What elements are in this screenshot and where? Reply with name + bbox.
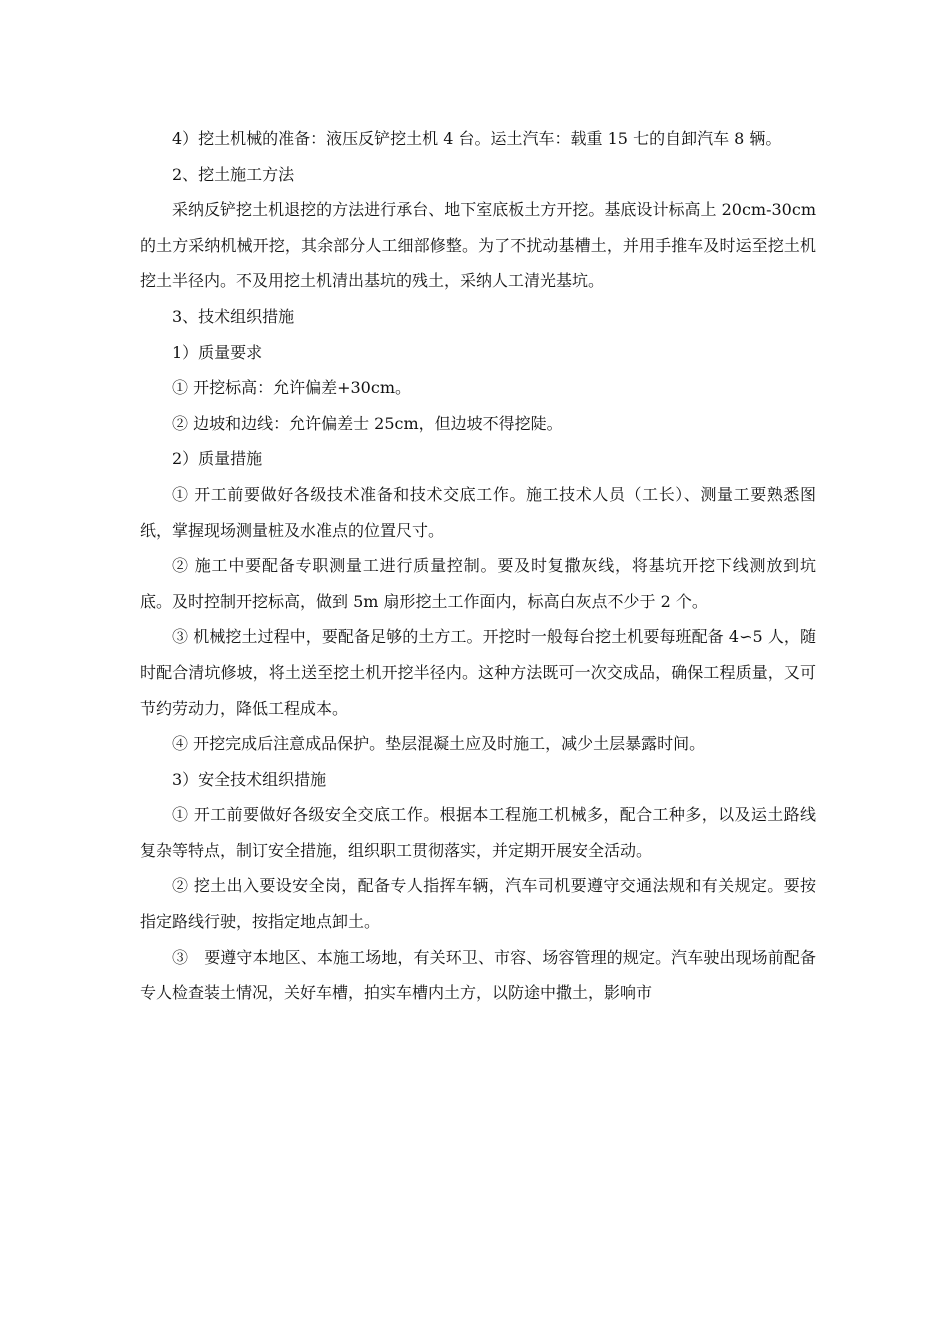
subheading-safety-measures: 3）安全技术组织措施 (172, 769, 327, 789)
item-environmental-rules: ③ 要遵守本地区、本施工场地，有关环卫、市容、场容管理的规定。汽车驶出现场前配备专人检查装土情况，关好车槽，拍实车槽内土方，以防途中撒土，影响市 (140, 947, 816, 1003)
item-safety-post: ② 挖土出入要设安全岗，配备专人指挥车辆，汽车司机要遵守交通法规和有关规定。要按指定路线行驶，按指定地点卸土。 (140, 876, 816, 932)
paragraph-excavation-method: 采纳反铲挖土机退挖的方法进行承台、地下室底板土方开挖。基底设计标高上 20cm-30cm 的土方采纳机械开挖，其余部分人工细部修整。为了不扰动基槽土，并用手推车及时运至挖土机挖土半径内。不及用挖土机清出基坑的残土，采纳人工清光基坑。 (140, 200, 816, 291)
heading-excavation-method: 2、挖土施工方法 (172, 164, 295, 184)
subheading-quality-requirements: 1）质量要求 (172, 342, 263, 362)
item-safety-briefing: ① 开工前要做好各级安全交底工作。根据本工程施工机械多，配合工种多，以及运土路线复杂等特点，制订安全措施，组织职工贯彻落实，并定期开展安全活动。 (140, 805, 816, 860)
item-finished-protection: ④ 开挖完成后注意成品保护。垫层混凝土应及时施工，减少土层暴露时间。 (172, 734, 706, 754)
heading-technical-measures: 3、技术组织措施 (172, 306, 295, 326)
subheading-quality-measures: 2）质量措施 (172, 449, 263, 469)
item-survey-control: ② 施工中要配备专职测量工进行质量控制。要及时复撒灰线，将基坑开挖下线测放到坑底。及时控制开挖标高，做到 5m 扇形挖土工作面内，标高白灰点不少于 2 个。 (140, 556, 816, 611)
item-slope-and-edge: ② 边坡和边线：允许偏差士 25cm，但边坡不得挖陡。 (172, 413, 563, 433)
item-technical-preparation: ① 开工前要做好各级技术准备和技术交底工作。施工技术人员（工长）、测量工要熟悉图纸，掌握现场测量桩及水准点的位置尺寸。 (140, 484, 816, 540)
item-excavation-elevation: ① 开挖标高：允许偏差+30cm。 (172, 378, 411, 398)
paragraph-excavator-preparation: 4）挖土机械的准备：液压反铲挖土机 4 台。运土汽车：载重 15 七的自卸汽车 8 辆。 (172, 129, 782, 148)
item-earthwork-labor: ③ 机械挖土过程中，要配备足够的土方工。开挖时一般每台挖土机要每班配备 4∽5 人，随时配合清坑修坡，将土送至挖土机开挖半径内。这种方法既可一次交成品，确保工程质量，又可节约劳动力，降低工程成本。 (140, 627, 816, 718)
document-body (140, 121, 816, 1011)
